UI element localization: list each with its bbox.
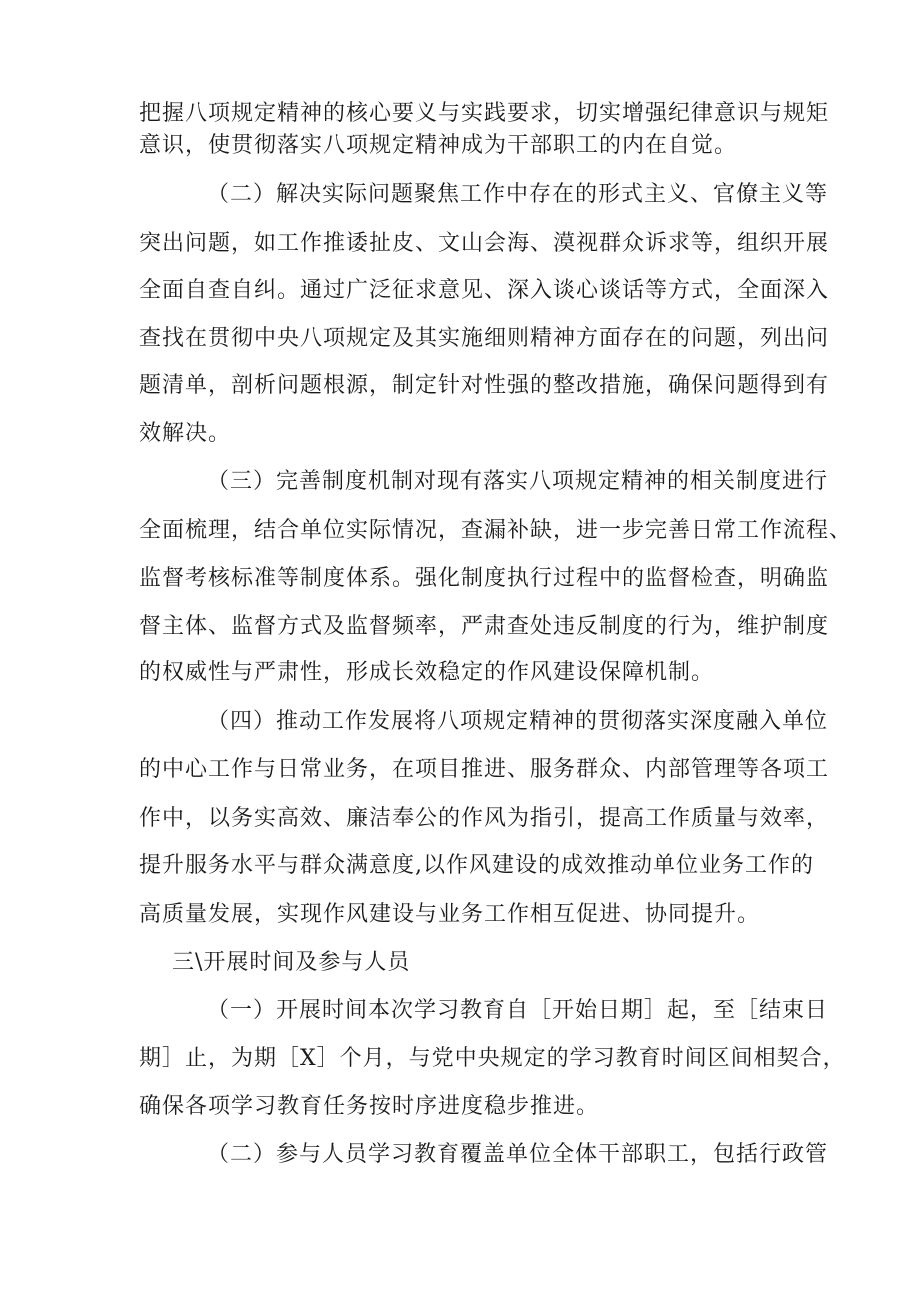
paragraph-line: 提升服务水平与群众满意度,以作风建设的成效推动单位业务工作的: [139, 853, 814, 878]
paragraph-line: 意识，使贯彻落实八项规定精神成为干部职工的内在自觉。: [139, 133, 738, 158]
paragraph-line: 把握八项规定精神的核心要义与实践要求，切实增强纪律意识与规矩: [139, 101, 830, 126]
section-heading: 三\开展时间及参与人员: [172, 950, 411, 975]
paragraph-line: 作中，以务实高效、廉洁奉公的作风为指引，提高工作质量与效率，: [139, 806, 830, 831]
subsection-2-first-line: （二）参与人员学习教育覆盖单位全体干部职工，包括行政管: [207, 1142, 829, 1167]
paragraph-line: 的中心工作与日常业务，在项目推进、服务群众、内部管理等各项工: [139, 757, 830, 782]
paragraph-line: 督主体、监督方式及监督频率，严肃查处违反制度的行为，维护制度: [139, 614, 830, 639]
paragraph-line: 的权威性与严肃性，形成长效稳定的作风建设保障机制。: [139, 660, 715, 685]
paragraph-line: 突出问题，如工作推诿扯皮、文山会海、漠视群众诉求等，组织开展: [139, 231, 830, 256]
paragraph-line: 查找在贯彻中央八项规定及其实施细则精神方面存在的问题，列出问: [139, 326, 830, 351]
paragraph-line: 全面自查自纠。通过广泛征求意见、深入谈心谈话等方式，全面深入: [139, 278, 830, 303]
section-3-first-line: （三）完善制度机制对现有落实八项规定精神的相关制度进行: [207, 469, 829, 494]
section-4-first-line: （四）推动工作发展将八项规定精神的贯彻落实深度融入单位: [207, 709, 829, 734]
paragraph-line: 题清单，剖析问题根源，制定针对性强的整改措施，确保问题得到有: [139, 373, 830, 398]
paragraph-line: 高质量发展，实现作风建设与业务工作相互促进、协同提升。: [139, 902, 761, 927]
paragraph-line: 全面梳理，结合单位实际情况，查漏补缺，进一步完善日常工作流程、: [139, 518, 853, 543]
paragraph-line: 效解决。: [139, 421, 232, 446]
paragraph-line: 监督考核标准等制度体系。强化制度执行过程中的监督检查，明确监: [139, 566, 830, 591]
subsection-1-first-line: （一）开展时间本次学习教育自［开始日期］起，至［结束日: [207, 998, 829, 1023]
section-2-first-line: （二）解决实际问题聚焦工作中存在的形式主义、官僚主义等: [207, 182, 829, 207]
paragraph-line: 确保各项学习教育任务按时序进度稳步推进。: [139, 1094, 600, 1119]
paragraph-line: 期］止，为期［X］个月，与党中央规定的学习教育时间区间相契合，: [139, 1046, 846, 1071]
